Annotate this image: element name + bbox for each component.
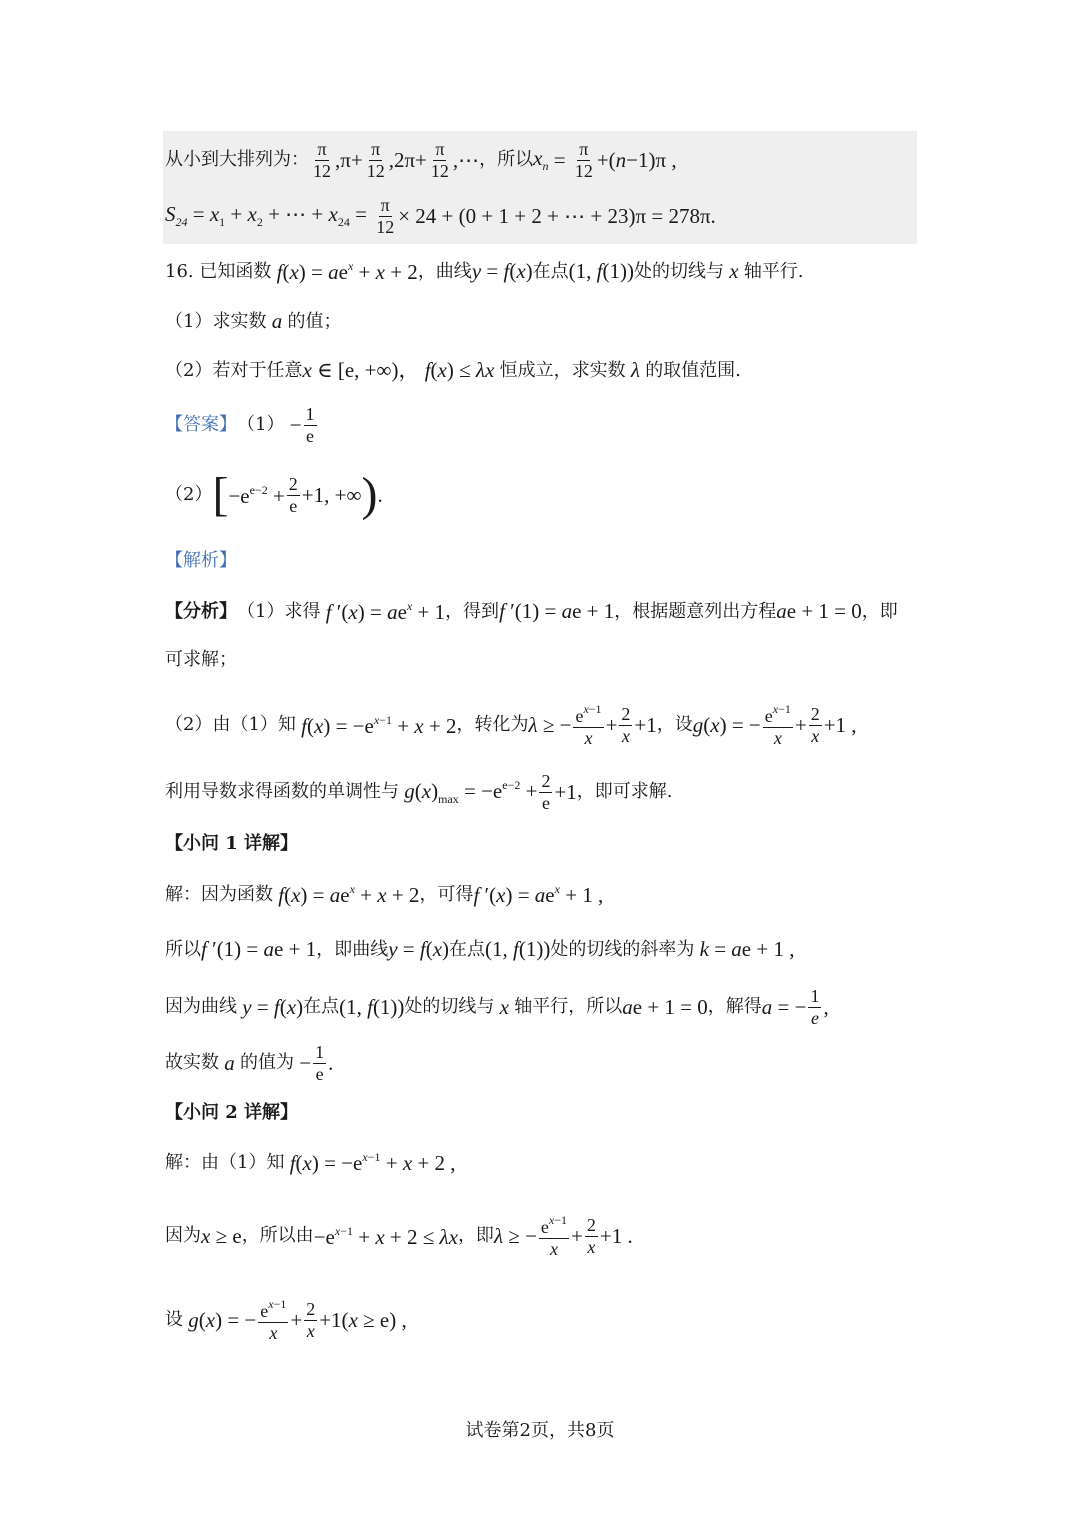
analysis-line-2: 可求解； bbox=[165, 649, 237, 670]
prev-solution-line-2: $S_{24}$ = $x_1 + x_2$ + ⋯ + $x_{24}$ = $\frac{\pi}{12}$ × 24 + (0 + 1 + 2 + ⋯ + 23)π = 278π. bbox=[165, 195, 716, 237]
answer-label: 【答案】 bbox=[165, 414, 237, 436]
detail-1-line-4: 故实数 a 的值为 − $\frac{1}{e}$ . bbox=[165, 1042, 334, 1084]
detail-1-line-2: 所以 f ′(1) = ae + 1 ，即曲线 y = f(x) 在点 (1, f(1)) 处的切线的斜率为 k = ae + 1 , bbox=[165, 937, 795, 961]
answer-part-1: 【答案】 （1） − $\frac{1}{e}$ bbox=[165, 404, 315, 446]
detail-1-line-3: 因为曲线 y = f(x) 在点 (1, f(1)) 处的切线与 x 轴平行，所以 ae + 1 = 0 ，解得 a = − $\frac{1}{e}$ , bbox=[165, 986, 829, 1028]
prev-solution-line-1: 从小到大排列为： $\frac{\pi}{12}$ ,π+ $\frac{\pi}{12}$ ,2π+ $\frac{\pi}{12}$ ,⋯ ，所以 $x_n$ = $\frac{\pi}{12}$ +(n−1)π , bbox=[165, 139, 677, 181]
page-footer: 试卷第2页，共8页 bbox=[465, 1420, 615, 1441]
detail-2-line-2: 因为 x ≥ e ，所以由 $-e^{x-1} + x + 2 \le \lambda x$ ，即 λ ≥ − $\frac{e^{x-1}}{x}$ + $\frac{2}{x}$ +1 . bbox=[165, 1213, 633, 1259]
answer-part-2: （2） [ $-e^{e-2}$ + $\frac{2}{e}$ +1, +∞ ) . bbox=[165, 468, 383, 521]
question-16-part-1: （1）求实数 a 的值； bbox=[165, 309, 342, 333]
detail-2-label: 【小问 2 详解】 bbox=[165, 1102, 299, 1123]
analysis-line-3: （2）由（1）知 $f(x) = -e^{x-1} + x + 2$ ，转化为 λ ≥ − $\frac{e^{x-1}}{x}$ + $\frac{2}{x}$ +1 ，设 g(x) = − $\frac{e^{x-1}}{x}$ + $\frac{2}{x}$ +1 , bbox=[165, 702, 857, 748]
detail-2-line-1: 解：由（1）知 $f(x) = -e^{x-1} + x + 2$ , bbox=[165, 1150, 456, 1175]
detail-1-label: 【小问 1 详解】 bbox=[165, 833, 299, 854]
analysis-line-1: 【分析】 （1）求得 f $'(x) = ae^x + 1$ ，得到 f ′(1) = ae + 1 ，根据题意列出方程 ae + 1 = 0 ，即 bbox=[165, 599, 898, 624]
question-16-stem: 16. 已知函数 $f(x) = ae^x + x + 2$ ，曲线 y = f(x) 在点 (1, f(1)) 处的切线与 x 轴平行. bbox=[165, 259, 804, 284]
detail-2-line-3: 设 g(x) = − $\frac{e^{x-1}}{x}$ + $\frac{2}{x}$ +1(x ≥ e) , bbox=[165, 1297, 407, 1343]
detail-1-line-1: 解：因为函数 $f(x) = ae^x + x + 2$ ，可得 f $'(x) = ae^x + 1$ , bbox=[165, 882, 604, 907]
analysis-line-4: 利用导数求得函数的单调性与 $g(x)_{max} = -e^{e-2}$ + $\frac{2}{e}$ +1 ，即可求解. bbox=[165, 771, 673, 813]
question-16-part-2: （2）若对于任意 x ∈ [e, +∞)， f(x) ≤ λx 恒成立，求实数 λ 的取值范围. bbox=[165, 358, 741, 382]
analysis-label: 【解析】 bbox=[165, 550, 237, 571]
